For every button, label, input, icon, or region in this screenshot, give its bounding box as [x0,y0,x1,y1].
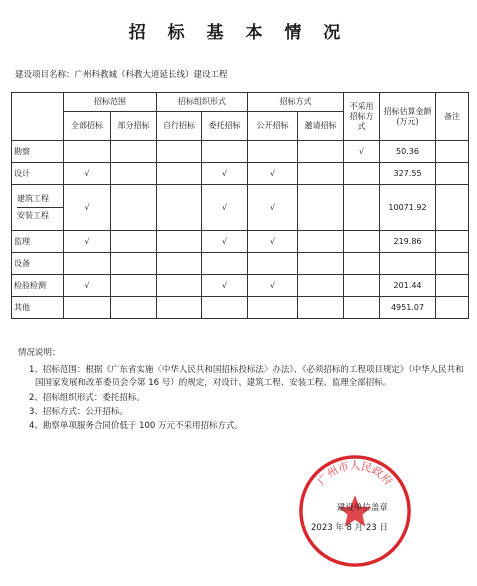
cell-amount [380,253,436,275]
cell-entrusted: √ [202,185,248,231]
subheader-invited: 邀请招标 [298,112,344,141]
cell-full: √ [64,185,111,231]
cell-full [64,141,111,163]
cell-partial [111,163,157,185]
cell-self [157,231,202,253]
cell-entrusted: √ [202,231,248,253]
subheader-entrusted: 委托招标 [202,112,248,141]
cell-invited [298,275,344,297]
cell-invited [298,185,344,231]
header-no-bid: 不采用招标方式 [344,93,380,141]
cell-remark [436,163,469,185]
cell-partial [111,231,157,253]
cell-no-bid [344,231,380,253]
cell-open [248,253,298,275]
project-name-line [15,68,228,80]
header-scope: 招标范围 [64,93,157,112]
cell-open: √ [248,231,298,253]
cell-full [64,253,111,275]
subheader-full: 全部招标 [64,112,111,141]
header-remark: 备注 [436,93,469,141]
table-row [12,163,469,185]
header-method: 招标方式 [248,93,344,112]
row-name-secondary: 安装工程 [17,207,63,224]
cell-partial [111,297,157,319]
cell-open [248,297,298,319]
cell-full: √ [64,163,111,185]
row-name-split [12,185,64,231]
signature-label: 建设单位盖章 [336,503,388,513]
note-item: 1、招标范围：根据《广东省实施〈中华人民共和国招标投标法〉办法》、《必须招标的工程项目规定》（中华人民共和国国家发展和改革委员会令第 16 号）的规定，对设计、建筑工程、安装工程、监理全部招标。 [29,365,464,389]
cell-self [157,297,202,319]
cell-entrusted: √ [202,275,248,297]
signature-block [311,498,388,539]
table-row [12,231,469,253]
row-name: 监理 [12,231,64,253]
cell-amount: 219.86 [380,231,436,253]
header-amount: 招标估算金额(万元) [380,93,436,141]
table-row [12,275,469,297]
cell-remark [436,185,469,231]
cell-invited [298,163,344,185]
cell-open: √ [248,163,298,185]
cell-self [157,163,202,185]
cell-invited [298,253,344,275]
cell-remark [436,141,469,163]
row-name: 勘察 [12,141,64,163]
cell-no-bid [344,275,380,297]
cell-no-bid [344,297,380,319]
cell-no-bid [344,185,380,231]
cell-partial [111,275,157,297]
cell-entrusted [202,253,248,275]
cell-amount: 10071.92 [380,185,436,231]
cell-entrusted: √ [202,163,248,185]
cell-amount: 50.36 [380,141,436,163]
notes-section [18,347,466,433]
corner-cell [12,93,64,141]
cell-invited [298,231,344,253]
cell-remark [436,231,469,253]
cell-entrusted [202,297,248,319]
cell-remark [436,253,469,275]
row-name: 其他 [12,297,64,319]
row-name: 建筑工程 [17,194,49,203]
notes-heading: 情况说明： [18,348,61,358]
cell-no-bid: √ [344,141,380,163]
table-row [12,297,469,319]
row-name: 设计 [12,163,64,185]
subheader-partial: 部分招标 [111,112,157,141]
cell-self [157,185,202,231]
cell-self [157,141,202,163]
cell-open: √ [248,185,298,231]
cell-entrusted [202,141,248,163]
note-item: 4、勘察单项服务合同价低于 100 万元不采用招标方式。 [29,420,244,431]
seal-arc-text: 广州市人民政府 [315,459,395,488]
cell-full [64,297,111,319]
signature-date: 2023 年 8 月 23 日 [311,523,388,534]
cell-invited [298,297,344,319]
header-organization: 招标组织形式 [157,93,248,112]
row-name: 设备 [12,253,64,275]
table-row [12,185,469,231]
cell-full: √ [64,231,111,253]
bidding-table [11,92,469,319]
cell-remark [436,297,469,319]
cell-open: √ [248,275,298,297]
cell-remark [436,275,469,297]
cell-open [248,141,298,163]
cell-amount: 201.44 [380,275,436,297]
cell-partial [111,185,157,231]
cell-partial [111,253,157,275]
project-name: 广州科教城（科教大道延长线）建设工程 [74,70,228,80]
cell-amount: 327.55 [380,163,436,185]
cell-no-bid [344,253,380,275]
subheader-self: 自行招标 [157,112,202,141]
note-item: 3、招标方式：公开招标。 [29,406,128,417]
cell-full: √ [64,275,111,297]
table-row [12,141,469,163]
cell-self [157,253,202,275]
row-name: 检验检测 [12,275,64,297]
cell-no-bid [344,163,380,185]
project-label: 建设项目名称： [15,70,75,80]
cell-invited [298,141,344,163]
cell-partial [111,141,157,163]
cell-amount: 4951.07 [380,297,436,319]
page-title: 招 标 基 本 情 况 [128,23,349,43]
subheader-open: 公开招标 [248,112,298,141]
note-item: 2、招标组织形式：委托招标。 [29,392,145,403]
cell-self [157,275,202,297]
table-row [12,253,469,275]
